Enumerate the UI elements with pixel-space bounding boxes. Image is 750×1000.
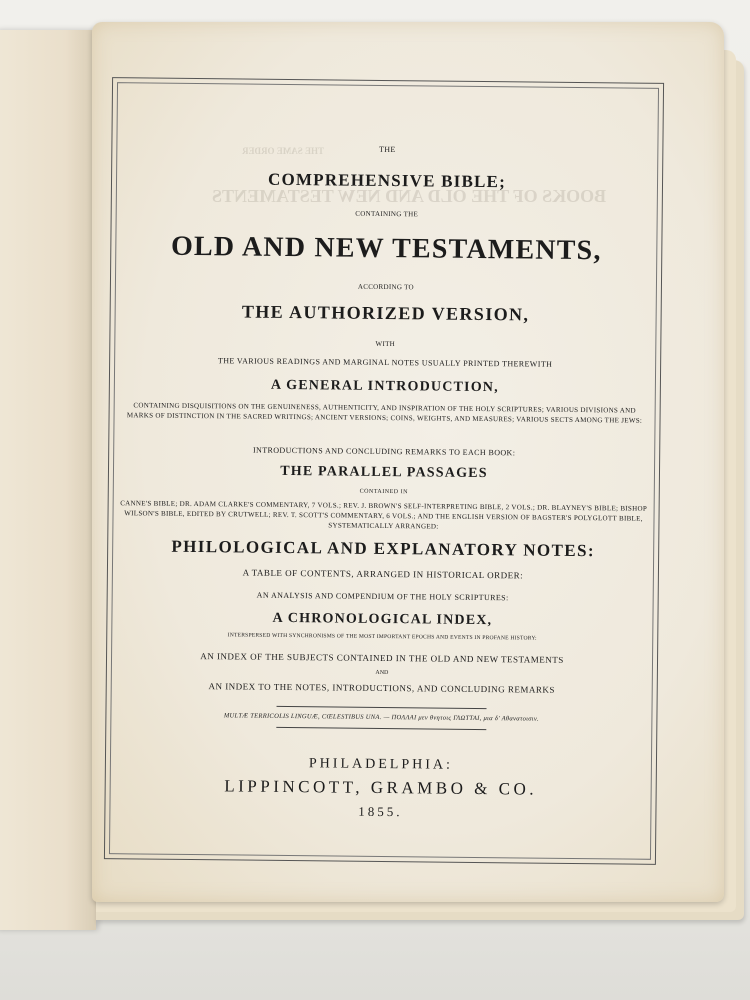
table-of-contents-line: A TABLE OF CONTENTS, ARRANGED IN HISTORICAL ORDER: — [242, 567, 524, 581]
separator-rule-bottom — [276, 727, 486, 730]
parallel-passages-heading: THE PARALLEL PASSAGES — [280, 463, 488, 482]
introductions-line: INTRODUCTIONS AND CONCLUDING REMARKS TO EACH BOOK: — [252, 445, 516, 458]
chronological-description: INTERSPERSED WITH SYNCHRONISMS OF THE MOST IMPORTANT EPOCHS AND EVENTS IN PROFANE HISTORY: — [227, 632, 537, 642]
testaments-title: OLD AND NEW TESTAMENTS, — [170, 230, 602, 267]
according-to-label: ACCORDING TO — [357, 282, 414, 292]
containing-label: CONTAINING THE — [355, 209, 419, 219]
title-article: THE — [378, 144, 396, 155]
philological-heading: PHILOLOGICAL AND EXPLANATORY NOTES: — [171, 536, 596, 561]
introduction-description: CONTAINING DISQUISITIONS ON THE GENUINENESS, AUTHENTICITY, AND INSPIRATION OF THE HOLY SCRIPTURES; VARIOUS DIVISIONS AND MARKS OF DISTINCTION IN THE SACRED WRITINGS; ANCIENT VERSIONS; COINS, WEIGHTS, AND MEASURES; VARIOUS SECTS AMONG THE JEWS: — [126, 401, 643, 425]
page-border — [104, 77, 664, 865]
title-page-content — [105, 78, 663, 864]
main-title: COMPREHENSIVE BIBLE; — [267, 169, 507, 192]
motto-line: MULTÆ TERRICOLIS LINGUÆ, CŒLESTIBUS UNA. — ΠΟΛΛΑΙ μεν θνητοις ΓΛΩΤΤΑΙ, μια δ' Αθανατοισιν. — [223, 712, 540, 723]
imprint-year: 1855. — [358, 803, 403, 820]
separator-rule-top — [277, 706, 487, 709]
with-label: WITH — [375, 339, 396, 349]
imprint-publisher: LIPPINCOTT, GRAMBO & CO. — [224, 776, 538, 799]
analysis-line: AN ANALYSIS AND COMPENDIUM OF THE HOLY SCRIPTURES: — [256, 590, 509, 603]
introduction-heading: A GENERAL INTRODUCTION, — [270, 377, 499, 396]
imprint-city: PHILADELPHIA: — [308, 756, 454, 773]
chronological-heading: A CHRONOLOGICAL INDEX, — [272, 610, 493, 629]
notes-index-line: AN INDEX TO THE NOTES, INTRODUCTIONS, AND CONCLUDING REMARKS — [208, 681, 556, 695]
readings-line: THE VARIOUS READINGS AND MARGINAL NOTES USUALLY PRINTED THEREWITH — [217, 356, 553, 369]
and-label: AND — [375, 669, 389, 677]
parallel-passages-description: CANNE'S BIBLE; DR. ADAM CLARKE'S COMMENTARY, 7 VOLS.; REV. J. BROWN'S SELF-INTERPRETING BIBLE, 2 VOLS.; DR. BLAYNEY'S BIBLE; BISHOP WILSON'S BIBLE, EDITED BY CRUTWELL; REV. T. SCOTT'S COMMENTARY, 6 VOLS.; AND THE ENGLISH VERSION OF BAGSTER'S POLYGLOTT BIBLE, SYSTEMATICALLY ARRANGED: — [120, 499, 648, 531]
show-through-text: THE SAME ORDER — [242, 146, 325, 156]
contained-in-label: CONTAINED IN — [359, 488, 408, 496]
show-through-text: BOOKS OF THE OLD AND NEW TESTAMENTS — [212, 186, 607, 206]
version-title: THE AUTHORIZED VERSION, — [241, 301, 530, 325]
subjects-index-line: AN INDEX OF THE SUBJECTS CONTAINED IN THE OLD AND NEW TESTAMENTS — [200, 651, 564, 665]
left-page-edge — [0, 30, 96, 930]
